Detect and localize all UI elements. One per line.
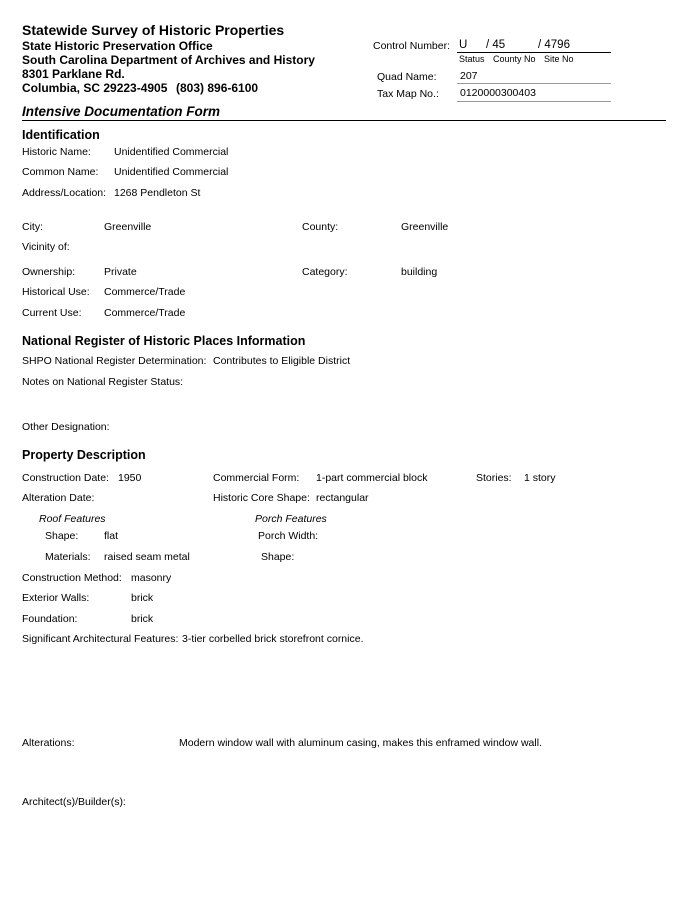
porch-width-label: Porch Width: xyxy=(258,530,319,542)
tax-map-value: 0120000300403 xyxy=(460,87,536,99)
city-label: City: xyxy=(22,221,43,233)
alterations-label: Alterations: xyxy=(22,737,75,749)
survey-title: Statewide Survey of Historic Properties xyxy=(22,22,285,38)
roof-materials-value: raised seam metal xyxy=(104,551,190,563)
shpo-determination-label: SHPO National Register Determination: xyxy=(22,355,207,367)
county-no-caption: County No xyxy=(493,54,536,64)
exterior-walls-value: brick xyxy=(131,592,154,604)
common-name-value: Unidentified Commercial xyxy=(114,166,229,178)
office-address-line1: 8301 Parklane Rd. xyxy=(22,67,125,81)
significant-features-value: 3-tier corbelled brick storefront cornice. xyxy=(182,633,364,645)
historic-name-label: Historic Name: xyxy=(22,146,91,158)
county-label: County: xyxy=(302,221,339,233)
porch-features-subheading: Porch Features xyxy=(255,513,327,525)
property-description-heading: Property Description xyxy=(22,448,146,462)
common-name-label: Common Name: xyxy=(22,166,99,178)
office-address-line2: Columbia, SC 29223-4905 xyxy=(22,81,168,95)
ownership-label: Ownership: xyxy=(22,266,76,278)
foundation-label: Foundation: xyxy=(22,613,78,625)
national-register-heading: National Register of Historic Places Information xyxy=(22,334,306,348)
historical-use-value: Commerce/Trade xyxy=(104,286,186,298)
quad-name-value: 207 xyxy=(460,70,478,82)
exterior-walls-label: Exterior Walls: xyxy=(22,592,90,604)
alteration-date-label: Alteration Date: xyxy=(22,492,95,504)
address-value: 1268 Pendleton St xyxy=(114,187,201,199)
foundation-value: brick xyxy=(131,613,154,625)
office-name: State Historic Preservation Office xyxy=(22,39,213,53)
current-use-label: Current Use: xyxy=(22,307,82,319)
form-title: Intensive Documentation Form xyxy=(22,104,221,119)
control-number-underline xyxy=(457,52,611,53)
historic-name-value: Unidentified Commercial xyxy=(114,146,229,158)
category-label: Category: xyxy=(302,266,348,278)
construction-method-label: Construction Method: xyxy=(22,572,122,584)
nr-status-notes-label: Notes on National Register Status: xyxy=(22,376,184,388)
control-site-no: / 4796 xyxy=(538,39,570,51)
form-title-rule xyxy=(22,120,666,121)
tax-map-label: Tax Map No.: xyxy=(377,88,439,100)
control-status: U xyxy=(459,39,468,51)
shpo-determination-value: Contributes to Eligible District xyxy=(213,355,351,367)
department-name: South Carolina Department of Archives and History xyxy=(22,53,315,67)
alterations-value: Modern window wall with aluminum casing, makes this enframed window wall. xyxy=(179,737,542,749)
construction-method-value: masonry xyxy=(131,572,172,584)
county-value: Greenville xyxy=(401,221,449,233)
current-use-value: Commerce/Trade xyxy=(104,307,186,319)
city-value: Greenville xyxy=(104,221,152,233)
roof-shape-label: Shape: xyxy=(45,530,79,542)
control-county-no: / 45 xyxy=(486,39,506,51)
roof-shape-value: flat xyxy=(104,530,119,542)
construction-date-label: Construction Date: xyxy=(22,472,109,484)
control-number-label: Control Number: xyxy=(373,40,451,52)
construction-date-value: 1950 xyxy=(118,472,142,484)
ownership-value: Private xyxy=(104,266,137,278)
category-value: building xyxy=(401,266,438,278)
commercial-form-label: Commercial Form: xyxy=(213,472,300,484)
roof-materials-label: Materials: xyxy=(45,551,91,563)
porch-shape-label: Shape: xyxy=(261,551,295,563)
stories-label: Stories: xyxy=(476,472,512,484)
core-shape-value: rectangular xyxy=(316,492,369,504)
quad-name-label: Quad Name: xyxy=(377,71,437,83)
core-shape-label: Historic Core Shape: xyxy=(213,492,310,504)
identification-heading: Identification xyxy=(22,128,100,142)
office-phone: (803) 896-6100 xyxy=(176,81,259,95)
quad-name-underline xyxy=(457,83,611,84)
other-designation-label: Other Designation: xyxy=(22,421,110,433)
roof-features-subheading: Roof Features xyxy=(39,513,106,525)
commercial-form-value: 1-part commercial block xyxy=(316,472,428,484)
significant-features-label: Significant Architectural Features: xyxy=(22,633,179,645)
architect-builder-label: Architect(s)/Builder(s): xyxy=(22,796,126,808)
status-caption: Status xyxy=(459,54,485,64)
vicinity-label: Vicinity of: xyxy=(22,241,70,253)
address-label: Address/Location: xyxy=(22,187,107,199)
stories-value: 1 story xyxy=(524,472,556,484)
tax-map-underline xyxy=(457,101,611,102)
site-no-caption: Site No xyxy=(544,54,574,64)
historical-use-label: Historical Use: xyxy=(22,286,90,298)
